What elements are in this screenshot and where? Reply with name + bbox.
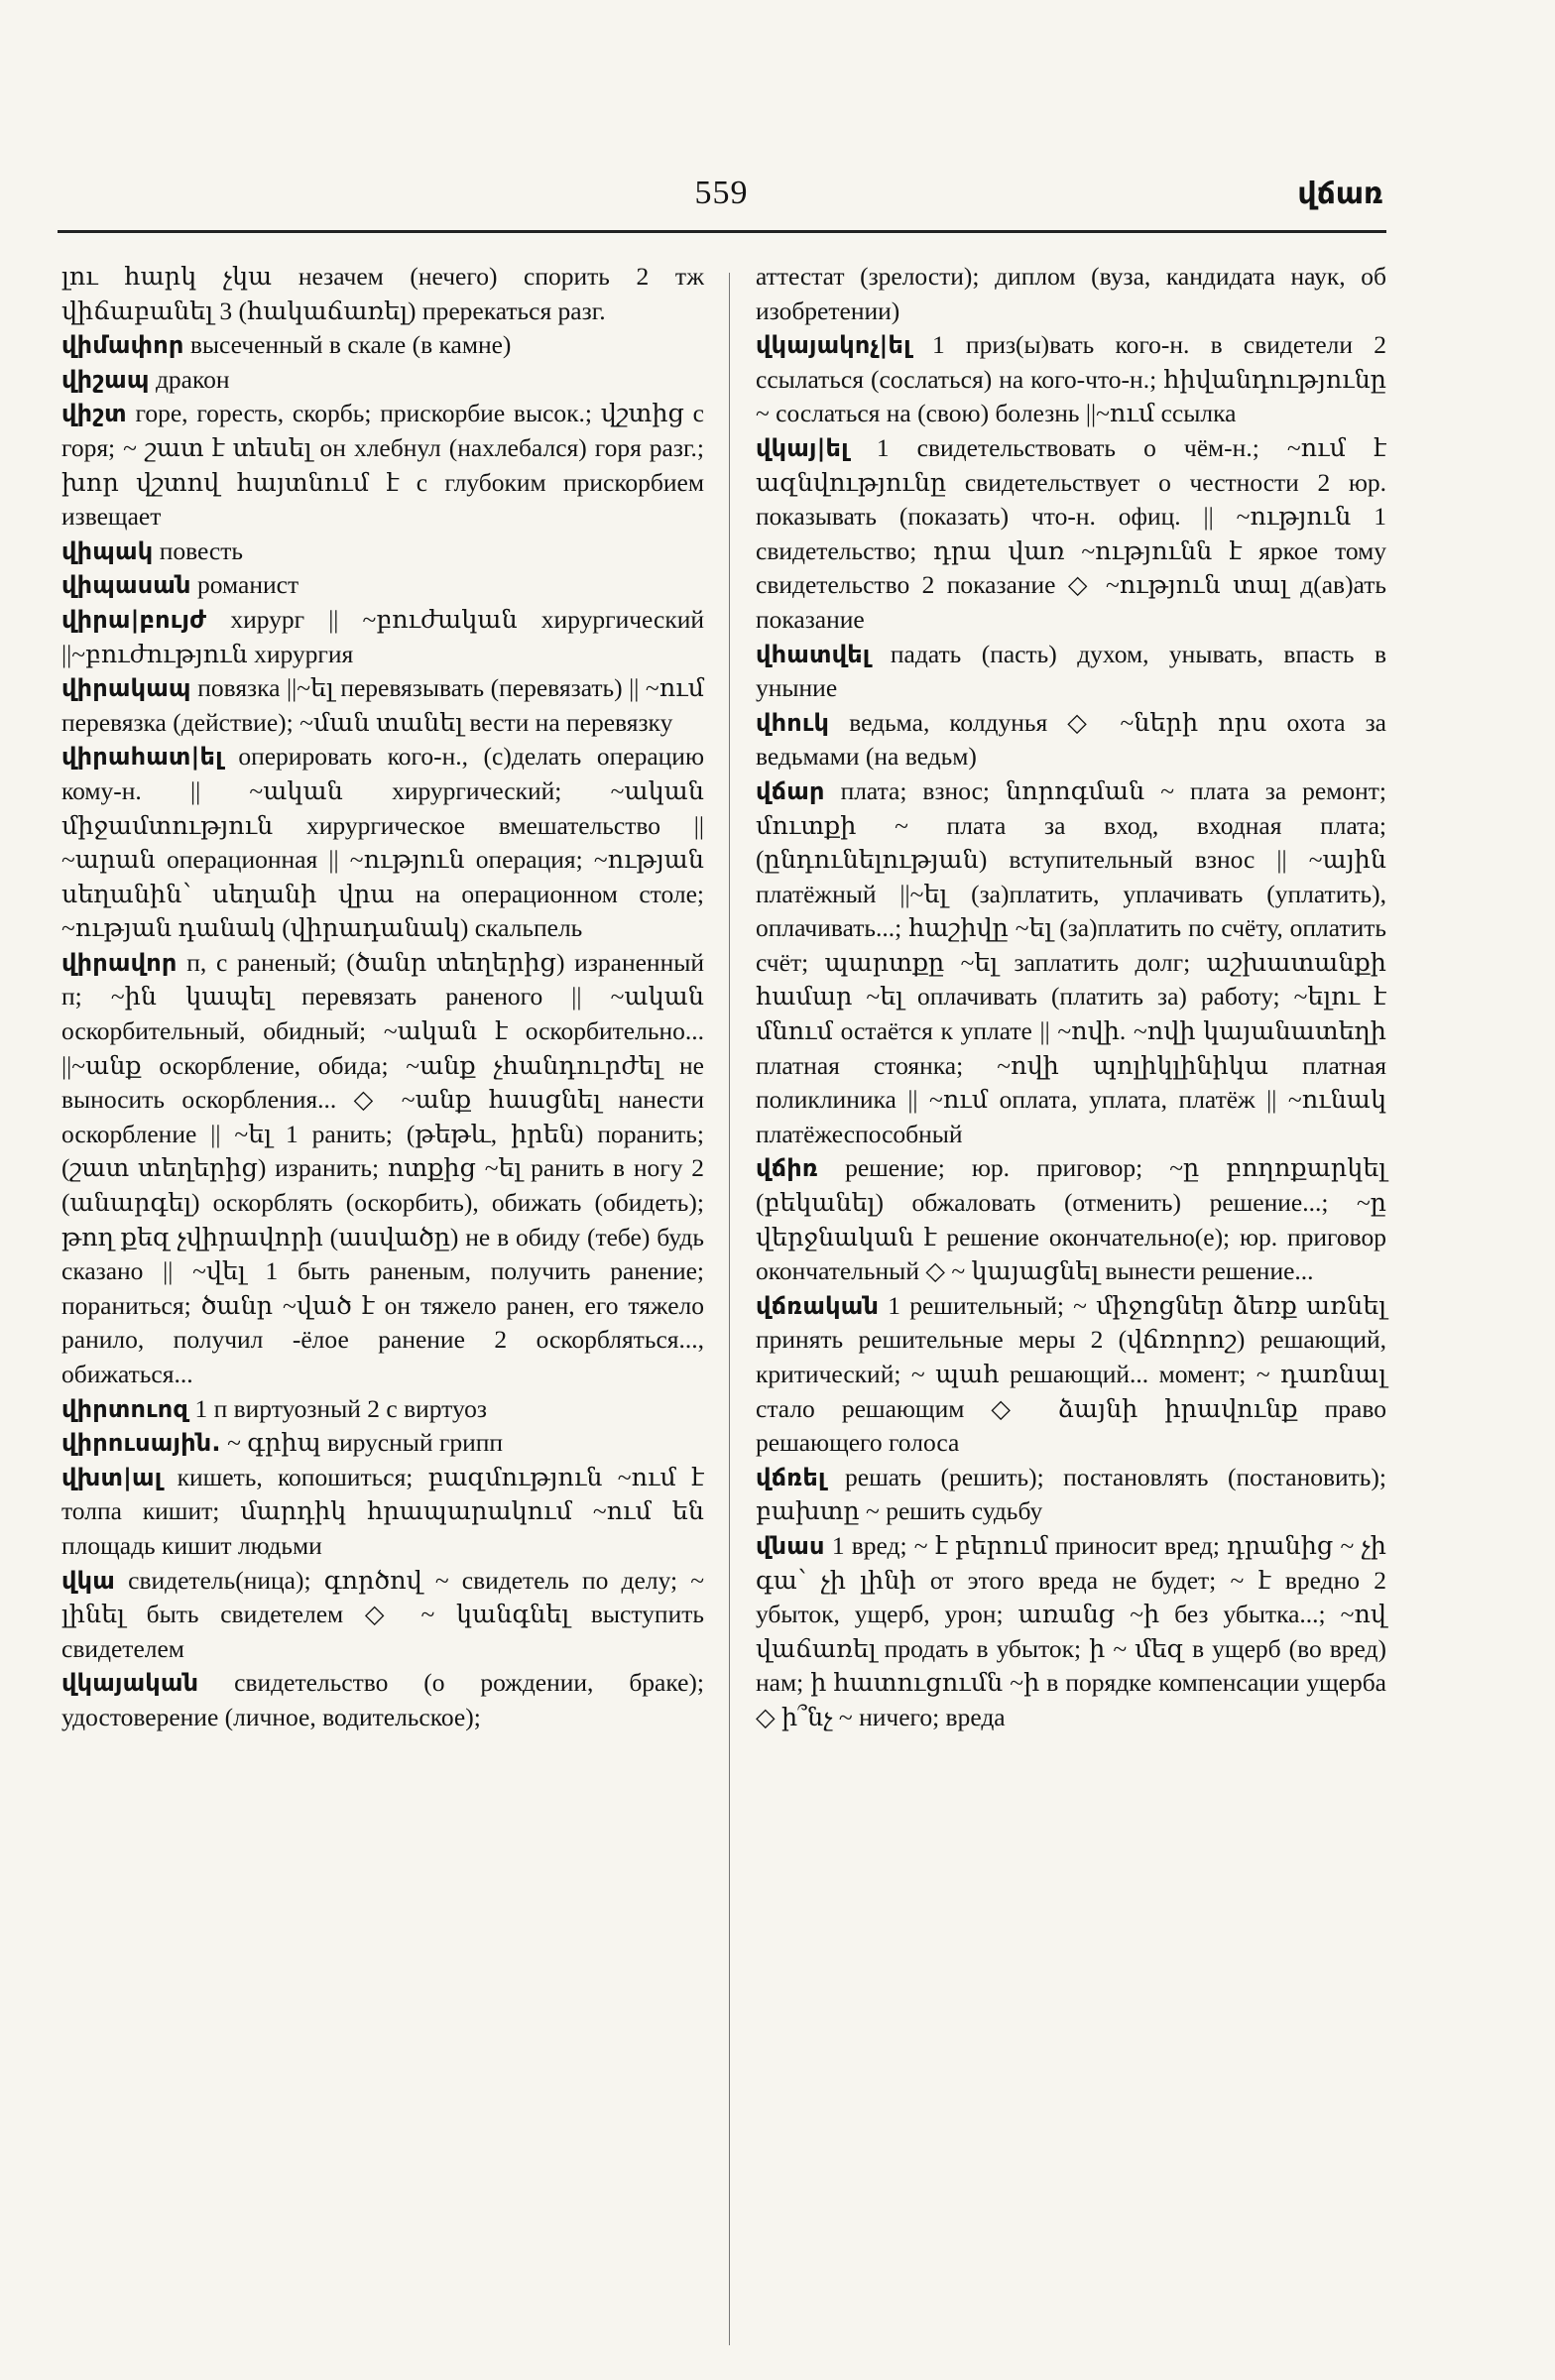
entry-headword: վիրա|բույժ (61, 605, 207, 634)
entry-text: свидетель(ница); գործով ~ свидетель по делу; ~ լինել быть свидетелем ◇ ~ կանգնել выступить свидетелем (61, 1565, 705, 1663)
entry-headword: վիշապ (61, 365, 150, 394)
entry-text: повесть (159, 536, 244, 565)
entry-text: горе, горесть, скорбь; прискорбие высок.; վշտից с горя; ~ շատ է տեսել он хлебнул (нахлебался) горя разг.; խոր վշտով հայտնում է с глубоким прискорбием извещает (61, 399, 705, 532)
entry-text: 1 приз(ы)вать кого-н. в свидетели 2 ссылаться (сослаться) на кого-что-н.; հիվանդությունը ~ сослаться на (свою) болезнь ||~ում ссылка (756, 330, 1386, 428)
dictionary-entry (61, 568, 704, 603)
dictionary-entry (756, 1529, 1386, 1735)
dictionary-entry (756, 638, 1386, 706)
entry-headword: վճռական (756, 1291, 880, 1320)
entry-text: п, с раненый; (ծանր տեղերից) израненный п; ~ին կապել перевязать раненого || ~ական оскорбительный, обидный; ~ական է оскорбительно... ||~անք оскорбление, обида; ~անք չհանդուրժել не выносить оскорбления... ◇ ~անք հասցնել нанести оскорбление || ~ել 1 ранить; (թեթև, իրեն) поранить; (շատ տեղերից) изранить; ոտքից ~ել ранить в ногу 2 (անարգել) оскорблять (оскорбить), обижать (обидеть); թող քեզ չվիրավորի (ասվածը) не в обиду (тебе) будь сказано || ~վել 1 быть раненым, получить ранение; пораниться; ծանր ~ված է он тяжело ранен, его тяжело ранило, получил -ёлое ранение 2 оскорбляться..., обижаться... (61, 947, 704, 1388)
entry-text: высеченный в скале (в камне) (189, 330, 512, 360)
dictionary-entry (756, 1289, 1386, 1461)
dictionary-entry (61, 397, 704, 534)
dictionary-entry (756, 431, 1386, 638)
entry-text: решение; юр. приговор; ~ը բողոքարկել (բեկանել) обжаловать (отменить) решение...; ~ը վերջնական է решение окончательно(е); юр. приговор окончательный ◇ ~ կայացնել вынести решение... (756, 1153, 1387, 1286)
entry-text: 1 свидетельствовать о чём-н.; ~ում է ազնվությունը свидетельствует о честности 2 юр. показывать (показать) что-н. офиц. || ~ություն 1 свидетельство; դրա վառ ~ությունն է яркое тому свидетельство 2 показание ◇ ~ություն տալ д(ав)ать показание (756, 432, 1387, 634)
dictionary-entry (61, 1666, 704, 1734)
entry-headword: վիպասան (61, 571, 191, 600)
dictionary-entry (61, 328, 704, 363)
entry-headword: վհատվել (756, 640, 871, 668)
dictionary-entry (61, 946, 704, 1392)
dictionary-entry (61, 740, 704, 946)
entry-text: 1 п виртуозный 2 с виртуоз (194, 1393, 487, 1423)
entry-text: хирург || ~բուժական хирургический ||~բուժություն хирургия (61, 604, 704, 668)
entry-headword: վիրահատ|ել (61, 743, 223, 772)
entry-headword: վիշտ (61, 400, 127, 428)
entry-text: решать (решить); постановлять (постановить); բախտը ~ решить судьбу (756, 1462, 1387, 1526)
entry-text: 1 вред; ~ է բերում приносит вред; դրանից ~ չի գա՝ չի լինի от этого вреда не будет; ~ է вредно 2 убыток, ущерб, урон; առանց ~ի без убытка...; ~ով վաճառել продать в убыток; ի ~ մեզ в ущерб (во вред) нам; ի հատուցումն ~ի в порядке компенсации ущерба ◇ ի՞նչ ~ ничего; вреда (756, 1530, 1386, 1731)
dictionary-entry (756, 774, 1386, 1152)
dictionary-entry (756, 260, 1386, 328)
entry-text: оперировать кого-н., (с)делать операцию кому-н. || ~ական хирургический; ~ական միջամտություն хирургическое вмешательство || ~արան операционная || ~ություն операция; ~ության սեղանին՝ սեղանի վրա на операционном столе; ~ության դանակ (վիրադանակ) скальпель (61, 742, 704, 943)
entry-text: повязка ||~ել перевязывать (перевязать) || ~ում перевязка (действие); ~ման տանել вести на перевязку (61, 673, 705, 737)
entry-text: романист (197, 570, 299, 600)
entry-headword: վիրտուոզ (61, 1394, 189, 1423)
entry-headword: վիպակ (61, 536, 154, 565)
entry-headword: վիրուսային. (61, 1429, 221, 1458)
entry-text: свидетельство (о рождении, браке); удостоверение (личное, водительское); (61, 1668, 705, 1731)
running-head: վճառ (1297, 177, 1383, 211)
entry-headword: վկայ|ել (756, 433, 849, 462)
entry-text: լու հարկ չկա незачем (нечего) спорить 2 тж վիճաբանել 3 (հակաճառել) пререкаться разг. (61, 262, 704, 325)
left-column (61, 260, 704, 1735)
entry-headword: վհուկ (756, 708, 830, 737)
entry-headword: վճռել (756, 1463, 826, 1491)
entry-headword: վիմափոր (61, 331, 184, 360)
entry-headword: վնաս (756, 1531, 825, 1560)
entry-headword: վկայական (61, 1669, 199, 1698)
page-number: 559 (694, 175, 749, 211)
dictionary-entry (61, 1426, 704, 1461)
dictionary-entry (756, 1461, 1386, 1529)
page-header (60, 175, 1383, 226)
dictionary-entry (61, 671, 704, 740)
entry-text: аттестат (зрелости); диплом (вуза, кандидата наук, об изобретении) (756, 262, 1386, 325)
entry-headword: վիրակապ (61, 674, 191, 703)
dictionary-entry (61, 535, 704, 569)
header-rule (58, 230, 1386, 233)
column-divider (729, 273, 730, 2345)
entry-text: плата; взнос; նորոգման ~ плата за ремонт; մուտքի ~ плата за вход, входная плата; (ընդունելության) вступительный взнос || ~ային платёжный ||~ել (за)платить, уплачивать (уплатить), оплачивать...; հաշիվը ~ել (за)платить по счёту, оплатить счёт; պարտքը ~ել заплатить долг; աշխատանքի համար ~ել оплачивать (платить за) работу; ~ելու է մնում остаётся к уплате || ~ովի. ~ովի կայանատեղի платная стоянка; ~ովի պոլիկլինիկա платная поликлиника || ~ում оплата, уплата, платёж || ~ունակ платёжеспособный (756, 775, 1386, 1148)
entry-text: падать (пасть) духом, унывать, впасть в уныние (756, 639, 1386, 703)
entry-headword: վճիռ (756, 1154, 819, 1183)
dictionary-entry (61, 1564, 704, 1667)
entry-text: 1 решительный; ~ միջոցներ ձեռք առնել принять решительные меры 2 (վճռորոշ) решающий, критический; ~ պահ решающий... момент; ~ դառնալ стало решающим ◇ ձայնի իրավունք право решающего голоса (756, 1290, 1387, 1458)
dictionary-entry (61, 260, 704, 328)
dictionary-entry (756, 706, 1386, 774)
entry-headword: վիրավոր (61, 948, 178, 977)
entry-headword: վճար (756, 776, 825, 805)
dictionary-entry (61, 1461, 704, 1564)
entry-text: ~ գրիպ вирусный грипп (227, 1428, 504, 1458)
right-column (756, 260, 1386, 1735)
entry-headword: վկայակոչ|ել (756, 331, 911, 360)
entry-text: ведьма, колдунья ◇ ~ների որս охота за ведьмами (на ведьм) (756, 707, 1386, 772)
entry-text: дракон (155, 364, 230, 394)
dictionary-entry (61, 1392, 704, 1427)
entry-headword: վխտ|ալ (61, 1463, 163, 1491)
dictionary-entry (756, 1151, 1386, 1288)
dictionary-entry (61, 363, 704, 398)
entry-headword: վկա (61, 1566, 115, 1595)
entry-text: кишеть, копошиться; բազմություն ~ում է толпа кишит; մարդիկ հրապարակում ~ում են площадь кишит людьми (61, 1462, 705, 1560)
dictionary-entry (61, 603, 704, 671)
dictionary-entry (756, 328, 1386, 431)
